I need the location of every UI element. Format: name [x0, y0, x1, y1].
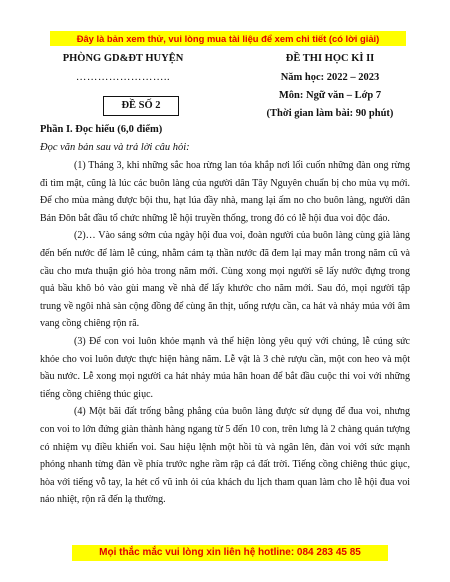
- district-placeholder: ……………………..: [75, 72, 171, 83]
- preview-banner: Đây là bản xem thử, vui lòng mua tài liệu để xem chi tiết (có lời giải): [50, 31, 406, 46]
- passage-paragraph-2: (2)… Vào sáng sớm của ngày hội đua voi, đoàn người của buôn làng cùng già làng đến bến nước để làm lễ cúng, nhằm cảm tạ thần nước đã đem lại may mắn trong năm cũ và cầu cho mưa thuận gió hòa trong năm mới. Cùng xong mọi người sẽ lấy nước đựng trong quả bầu khô bỏ vào gùi mang về nhà để lấy khước cho năm mới. Sau đó, mọi người tập trung về ngôi nhà sàn cộng đồng để cùng ăn thịt, uống rượu cần, ca hát và nhảy múa với âm vang cồng chiêng rộn rã.: [40, 230, 410, 330]
- passage-paragraph-1: (1) Tháng 3, khi những sắc hoa rừng lan tỏa khắp nơi lối cuốn những đàn ong rừng đi tìm mật, cũng là lúc các buôn làng của người dân Tây Nguyên chuẩn bị cho mùa vụ mới. Để cho mùa màng được bội thu, hạt lúa đầy nhà, mang lại ấm no cho buôn làng, người dân Bản Đôn bắt đầu tổ chức những lễ hội truyền thống, trong đó có lễ hội đua voi độc đáo.: [40, 160, 410, 224]
- school-year: Năm học: 2022 – 2023: [280, 72, 380, 83]
- section-title: Phần I. Đọc hiểu (6,0 điểm): [40, 124, 163, 135]
- department-name: PHÒNG GD&ĐT HUYỆN: [62, 53, 184, 64]
- reading-instruction: Đọc văn bản sau và trả lời câu hỏi:: [40, 142, 190, 153]
- passage-paragraph-4: (4) Một bãi đất trống bằng phẳng của buôn làng được sử dụng để đua voi, nhưng con voi to lớn đứng giàn thành hàng ngang từ 5 đến 10 con, trên lưng là 2 chàng quản tượng có nhiệm vụ điều khiển voi. Sau hiệu lệnh một hồi tù và ngân lên, đàn voi với sức mạnh phóng nhanh từng đàn về phía trước nghe rầm rập cả đất trời. Tiếng cồng chiêng thúc giục, hòa với tiếng vỗ tay, la hét cổ vũ inh ỏi của khách du lịch tham quan làm cho lễ hội đua voi náo nhiệt, rộn rã đến lạ thường.: [40, 406, 410, 506]
- reading-passage: [40, 157, 410, 509]
- hotline-footer: Mọi thắc mắc vui lòng xin liên hệ hotline: 084 283 45 85: [72, 545, 388, 561]
- exam-title: ĐỀ THI HỌC KÌ II: [285, 53, 375, 64]
- exam-duration: (Thời gian làm bài: 90 phút): [266, 108, 394, 119]
- exam-code-box: ĐỀ SỐ 2: [103, 96, 179, 116]
- passage-paragraph-3: (3) Để con voi luôn khỏe mạnh và thể hiện lòng yêu quý với chúng, lễ cúng sức khỏe cho voi luôn được thực hiện hàng năm. Lễ vật là 3 chè rượu cần, một con heo và một bầu nước. Lễ xong mọi người ca hát nhảy múa hân hoan để bắt đầu cuộc thi voi với những tiếng cồng chiêng thúc giục.: [40, 335, 410, 400]
- subject-line: Môn: Ngữ văn – Lớp 7: [278, 90, 382, 101]
